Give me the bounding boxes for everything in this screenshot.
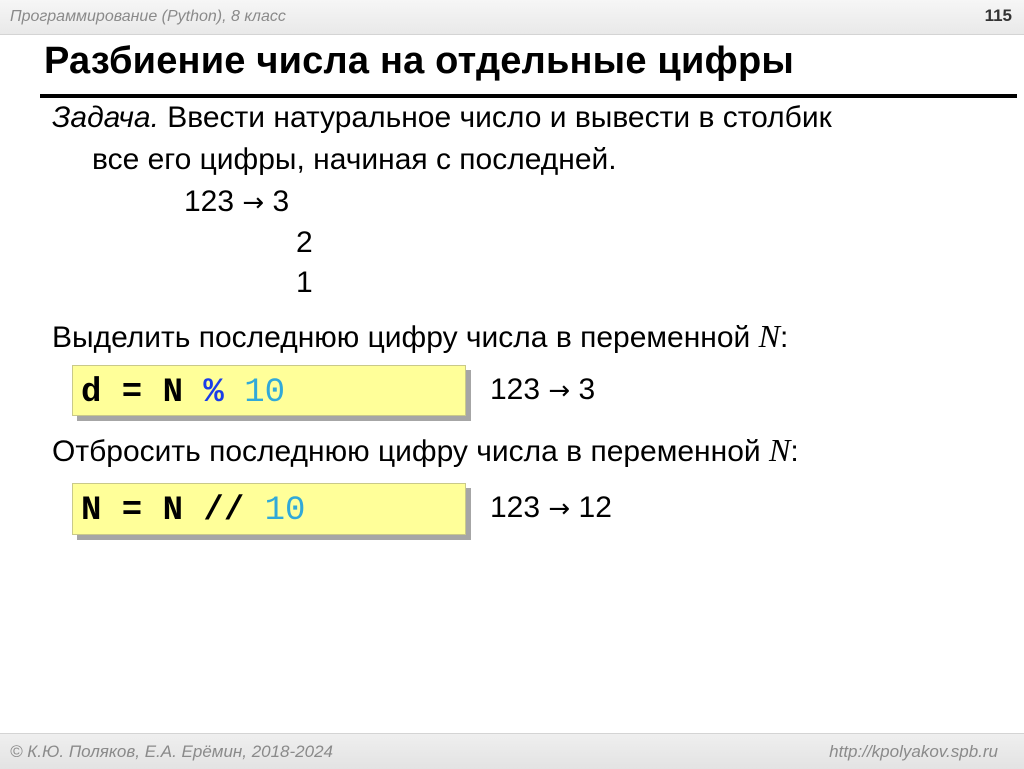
step2-text (52, 432, 799, 469)
code1-number: 10 (244, 374, 286, 412)
code2-number: 10 (264, 492, 306, 530)
footer-url: http://kpolyakov.spb.ru (829, 742, 998, 761)
slide-header (0, 0, 1024, 35)
example-digit-2: 2 (296, 226, 313, 259)
slide-footer (0, 733, 1024, 769)
task-label: Задача. (52, 101, 159, 134)
course-title: Программирование (Python), 8 класс (10, 8, 286, 25)
step1-label: Выделить последнюю цифру числа в переменной (52, 321, 759, 354)
step1-text (52, 318, 788, 355)
example-digit-3: 1 (296, 266, 313, 299)
step2-result-input: 123 (490, 491, 541, 524)
code-line-2 (81, 492, 305, 530)
step1-result (490, 373, 595, 407)
code1-lhs: d = N (81, 374, 204, 412)
example-input: 123 (184, 185, 235, 218)
code-line-1 (81, 374, 285, 412)
task-line-1 (52, 101, 832, 135)
task-text-2: все его цифры, начиная с последней. (92, 143, 617, 176)
slide-title: Разбиение числа на отдельные цифры (44, 40, 795, 82)
step1-result-arrow: → (548, 376, 571, 406)
code2-lhs: N = N // (81, 492, 265, 530)
slide-number: 115 (984, 6, 1012, 25)
code-box-1 (72, 365, 466, 416)
step2-result-output: 12 (578, 491, 612, 524)
footer-authors: © К.Ю. Поляков, Е.А. Ерёмин, 2018-2024 (10, 742, 333, 761)
step2-result-arrow: → (548, 494, 571, 524)
step2-result (490, 491, 612, 525)
title-underline (40, 94, 1017, 98)
step1-result-input: 123 (490, 373, 541, 406)
step1-colon: : (779, 321, 789, 354)
example-digit-1: 3 (272, 185, 290, 218)
task-text-1: Ввести натуральное число и вывести в столбик (167, 101, 832, 134)
step2-label: Отбросить последнюю цифру числа в переменной (52, 435, 769, 468)
example-arrow: → (242, 188, 265, 218)
step2-var: N (768, 432, 791, 468)
step2-colon: : (790, 435, 799, 468)
code-box-2 (72, 483, 466, 535)
step1-var: N (758, 318, 780, 354)
code1-operator: % (203, 374, 224, 412)
step1-result-output: 3 (578, 373, 596, 406)
example-row-1 (184, 185, 289, 219)
